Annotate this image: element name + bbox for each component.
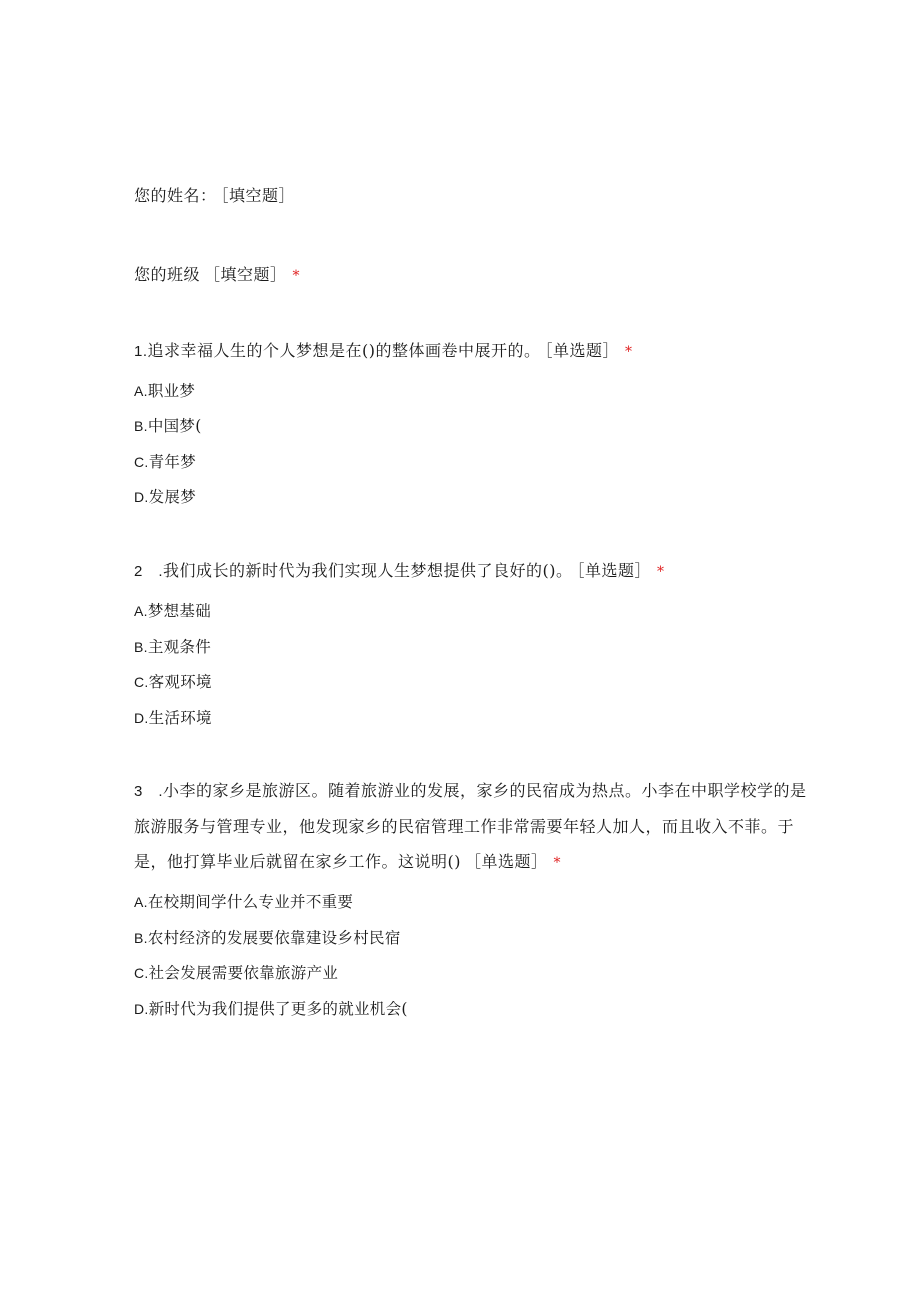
question-2-number: 2 . [134, 563, 164, 580]
question-3-option-c[interactable] [134, 963, 338, 983]
option-letter: C. [134, 674, 149, 690]
name-field-label: 您的姓名： [134, 186, 217, 205]
required-mark: * [292, 268, 301, 284]
option-letter: B. [134, 639, 148, 655]
question-3 [134, 773, 814, 881]
option-text: 社会发展需要依靠旅游产业 [148, 964, 339, 982]
option-letter: A. [134, 383, 148, 399]
required-mark: * [553, 855, 562, 871]
question-1-type: ［单选题］ [544, 341, 620, 360]
question-2-option-b[interactable] [134, 637, 211, 657]
question-2-option-d[interactable] [134, 708, 212, 728]
name-field-type: ［填空题］ [220, 186, 296, 205]
option-text: 主观条件 [147, 638, 212, 656]
question-2-type: ［单选题］ [576, 561, 652, 580]
option-letter: A. [134, 603, 148, 619]
option-text: 发展梦 [148, 488, 197, 506]
question-3-option-d[interactable] [134, 999, 408, 1019]
option-text: 在校期间学什么专业并不重要 [147, 893, 354, 911]
question-3-option-a[interactable] [134, 892, 353, 912]
option-letter: C. [134, 965, 149, 981]
question-3-type: ［单选题］ [465, 852, 548, 871]
option-letter: D. [134, 710, 149, 726]
option-letter: C. [134, 454, 149, 470]
option-text: 生活环境 [148, 709, 212, 727]
required-mark: * [625, 344, 633, 360]
question-3-option-b[interactable] [134, 928, 401, 948]
question-1-text: 追求幸福人生的个人梦想是在()的整体画卷中展开的。 [147, 341, 541, 360]
question-1-option-c[interactable] [134, 452, 196, 472]
option-text: 客观环境 [148, 673, 212, 691]
class-field-label: 您的班级 [134, 265, 201, 284]
option-text: 职业梦 [147, 382, 196, 400]
question-1-option-d[interactable] [134, 487, 196, 507]
option-text: 梦想基础 [147, 602, 212, 620]
required-mark: * [657, 564, 665, 580]
class-field-question [134, 258, 814, 293]
question-1 [134, 334, 814, 369]
question-1-option-b[interactable] [134, 416, 202, 436]
question-1-option-a[interactable] [134, 381, 195, 401]
option-letter: B. [134, 930, 148, 946]
question-2-option-c[interactable] [134, 672, 212, 692]
question-2-option-a[interactable] [134, 601, 211, 621]
option-letter: D. [134, 489, 149, 505]
question-2 [134, 554, 814, 589]
option-text: 新时代为我们提供了更多的就业机会( [148, 1000, 408, 1018]
question-1-number: 1. [134, 343, 148, 360]
name-field-question [134, 179, 814, 212]
option-text: 农村经济的发展要依靠建设乡村民宿 [147, 929, 401, 947]
option-text: 中国梦( [147, 417, 202, 435]
option-letter: B. [134, 418, 148, 434]
class-field-type: ［填空题］ [204, 265, 287, 284]
option-letter: D. [134, 1001, 149, 1017]
option-text: 青年梦 [148, 453, 197, 471]
question-2-text: 我们成长的新时代为我们实现人生梦想提供了良好的()。 [163, 561, 573, 580]
question-3-text: 小李的家乡是旅游区。随着旅游业的发展，家乡的民宿成为热点。小李在中职学校学的是旅游服务与管理专业，他发现家乡的民宿管理工作非常需要年轻人加人，而且收入不菲。于是，他打算毕业后就留在家乡工作。这说明() [134, 781, 807, 871]
option-letter: A. [134, 894, 148, 910]
question-3-number: 3 . [134, 783, 164, 800]
